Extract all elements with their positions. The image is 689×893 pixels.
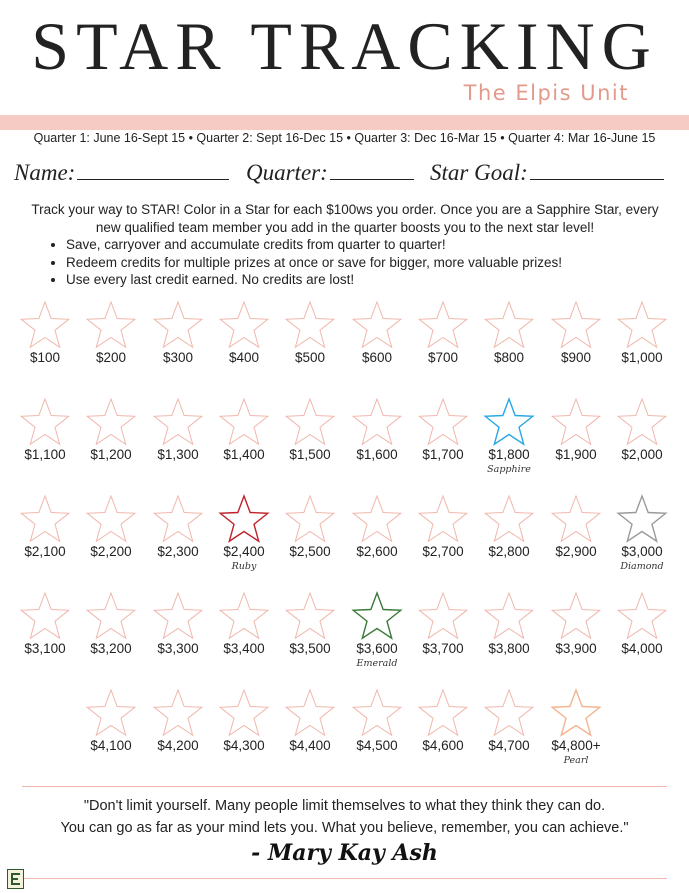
- star-amount: $600: [361, 350, 393, 365]
- star-cell: [211, 300, 277, 366]
- star-icon[interactable]: [84, 494, 138, 544]
- star-icon[interactable]: [283, 397, 337, 447]
- star-cell: [12, 591, 78, 657]
- star-cell: [410, 494, 476, 560]
- star-cell: [12, 397, 78, 463]
- bullet-item: • Use every last credit earned. No credits are lost!: [66, 271, 562, 289]
- star-amount: $1,700: [422, 447, 464, 462]
- star-amount: $4,000: [621, 641, 663, 656]
- star-icon[interactable]: [18, 300, 72, 350]
- star-cell: [145, 494, 211, 560]
- star-amount: $100: [29, 350, 61, 365]
- star-cell: [410, 300, 476, 366]
- star-cell: [543, 300, 609, 366]
- star-cell: [145, 688, 211, 754]
- star-cell: [277, 494, 343, 560]
- star-icon[interactable]: [416, 494, 470, 544]
- star-cell: [609, 494, 675, 573]
- star-icon[interactable]: [18, 591, 72, 641]
- star-icon[interactable]: [482, 591, 536, 641]
- star-amount: $3,800: [488, 641, 530, 656]
- star-cell: [78, 397, 144, 463]
- star-amount: $1,900: [555, 447, 597, 462]
- quarter-label: Quarter:: [246, 160, 328, 185]
- star-cell: [410, 397, 476, 463]
- star-cell: [12, 494, 78, 560]
- star-cell: [344, 494, 410, 560]
- star-cell: [78, 300, 144, 366]
- star-icon[interactable]: [549, 494, 603, 544]
- star-icon[interactable]: [151, 300, 205, 350]
- star-cell: [277, 300, 343, 366]
- star-icon[interactable]: [84, 300, 138, 350]
- star-amount: $1,400: [223, 447, 265, 462]
- star-amount: $900: [560, 350, 592, 365]
- star-icon[interactable]: [283, 688, 337, 738]
- divider-bottom: [22, 878, 667, 879]
- star-icon[interactable]: [615, 591, 669, 641]
- star-icon[interactable]: [151, 591, 205, 641]
- star-icon[interactable]: [350, 397, 404, 447]
- star-cell: [211, 688, 277, 754]
- star-level-label: Sapphire: [487, 464, 531, 475]
- star-cell: [211, 494, 277, 573]
- star-icon[interactable]: [482, 300, 536, 350]
- star-amount: $4,700: [488, 738, 530, 753]
- star-amount: $4,300: [223, 738, 265, 753]
- star-amount: $3,100: [24, 641, 66, 656]
- star-amount: $4,100: [90, 738, 132, 753]
- star-amount: $2,000: [621, 447, 663, 462]
- star-cell: [145, 300, 211, 366]
- star-cell: [476, 397, 542, 476]
- star-amount: $2,700: [422, 544, 464, 559]
- star-amount: $3,900: [555, 641, 597, 656]
- star-icon[interactable]: [151, 494, 205, 544]
- star-cell: [476, 688, 542, 754]
- page-title: STAR TRACKING: [31, 8, 658, 84]
- star-cell: [145, 397, 211, 463]
- star-icon[interactable]: [283, 300, 337, 350]
- star-amount: $3,400: [223, 641, 265, 656]
- star-cell: [476, 300, 542, 366]
- star-cell: [344, 688, 410, 754]
- star-amount: $3,600: [356, 641, 398, 656]
- star-icon[interactable]: [350, 300, 404, 350]
- star-amount: $4,500: [356, 738, 398, 753]
- star-amount: $2,100: [24, 544, 66, 559]
- star-cell: [609, 300, 675, 366]
- star-amount: $1,500: [289, 447, 331, 462]
- star-amount: $200: [95, 350, 127, 365]
- star-cell: [78, 494, 144, 560]
- bullet-item: • Redeem credits for multiple prizes at once or save for bigger, more valuable prizes!: [66, 254, 562, 272]
- star-level-label: Diamond: [620, 561, 664, 572]
- star-amount: $1,300: [157, 447, 199, 462]
- star-icon[interactable]: [549, 591, 603, 641]
- star-cell: [410, 591, 476, 657]
- quote-line-1: "Don't limit yourself. Many people limit themselves to what they think they can do.: [83, 798, 606, 814]
- quarter-dates: Quarter 1: June 16-Sept 15 • Quarter 2: Sept 16-Dec 15 • Quarter 3: Dec 16-Mar 15 • Quarter 4: Mar 16-June 15: [33, 131, 656, 145]
- divider-top: [22, 786, 667, 787]
- star-cell: [277, 591, 343, 657]
- star-icon[interactable]: [615, 494, 669, 544]
- star-cell: [543, 397, 609, 463]
- star-cell: [344, 591, 410, 670]
- star-icon[interactable]: [217, 688, 271, 738]
- star-amount: $3,000: [621, 544, 663, 559]
- star-icon[interactable]: [350, 688, 404, 738]
- star-amount: $1,100: [24, 447, 66, 462]
- star-cell: [277, 688, 343, 754]
- star-icon[interactable]: [217, 300, 271, 350]
- star-icon[interactable]: [18, 494, 72, 544]
- star-amount: $4,200: [157, 738, 199, 753]
- star-amount: $800: [493, 350, 525, 365]
- star-icon[interactable]: [217, 494, 271, 544]
- star-amount: $4,400: [289, 738, 331, 753]
- star-icon[interactable]: [84, 397, 138, 447]
- star-cell: [211, 591, 277, 657]
- star-cell: [609, 397, 675, 463]
- star-icon[interactable]: [482, 688, 536, 738]
- star-amount: $1,800: [488, 447, 530, 462]
- star-cell: [543, 688, 609, 767]
- star-icon[interactable]: [283, 591, 337, 641]
- star-cell: [12, 300, 78, 366]
- logo-icon: [7, 869, 24, 889]
- star-cell: [277, 397, 343, 463]
- star-level-label: Emerald: [356, 658, 398, 669]
- star-amount: $4,600: [422, 738, 464, 753]
- star-icon[interactable]: [283, 494, 337, 544]
- star-goal-label: Star Goal:: [430, 160, 528, 185]
- star-level-label: Ruby: [231, 561, 257, 572]
- star-icon[interactable]: [84, 591, 138, 641]
- star-cell: [609, 591, 675, 657]
- star-icon[interactable]: [482, 397, 536, 447]
- star-icon[interactable]: [416, 300, 470, 350]
- star-icon[interactable]: [151, 688, 205, 738]
- star-amount: $2,600: [356, 544, 398, 559]
- star-icon[interactable]: [217, 397, 271, 447]
- star-level-label: Pearl: [563, 755, 589, 766]
- star-icon[interactable]: [549, 688, 603, 738]
- star-cell: [476, 591, 542, 657]
- star-icon[interactable]: [151, 397, 205, 447]
- star-amount: $2,300: [157, 544, 199, 559]
- star-icon[interactable]: [615, 300, 669, 350]
- star-cell: [476, 494, 542, 560]
- star-amount: $300: [162, 350, 194, 365]
- star-cell: [145, 591, 211, 657]
- star-icon[interactable]: [416, 397, 470, 447]
- star-amount: $3,300: [157, 641, 199, 656]
- star-cell: [543, 494, 609, 560]
- star-icon[interactable]: [416, 688, 470, 738]
- star-icon[interactable]: [549, 300, 603, 350]
- star-amount: $2,800: [488, 544, 530, 559]
- star-amount: $700: [427, 350, 459, 365]
- star-amount: $2,500: [289, 544, 331, 559]
- star-cell: [78, 591, 144, 657]
- star-cell: [344, 397, 410, 463]
- star-amount: $3,700: [422, 641, 464, 656]
- unit-subtitle: The Elpis Unit: [463, 81, 629, 105]
- star-amount: $1,600: [356, 447, 398, 462]
- quote-line-2: You can go as far as your mind lets you. What you believe, remember, you can achieve.": [60, 820, 629, 836]
- star-amount: $2,400: [223, 544, 265, 559]
- intro-text: Track your way to STAR! Color in a Star for each $100ws you order. Once you are a Sapphire Star, every new qualified team member you add in the quarter boosts you to the next star level!: [31, 202, 659, 235]
- star-cell: [344, 300, 410, 366]
- name-label: Name:: [14, 160, 76, 185]
- star-icon[interactable]: [84, 688, 138, 738]
- quote: [0, 795, 689, 839]
- star-cell: [78, 688, 144, 754]
- star-icon[interactable]: [615, 397, 669, 447]
- quote-author: - Mary Kay Ash: [251, 840, 438, 866]
- star-amount: $3,200: [90, 641, 132, 656]
- star-cell: [410, 688, 476, 754]
- star-amount: $3,500: [289, 641, 331, 656]
- star-cell: [543, 591, 609, 657]
- star-icon[interactable]: [350, 494, 404, 544]
- bullet-item: • Save, carryover and accumulate credits from quarter to quarter!: [66, 236, 562, 254]
- star-amount: $1,200: [90, 447, 132, 462]
- star-amount: $4,800+: [551, 738, 601, 753]
- star-amount: $2,200: [90, 544, 132, 559]
- star-cell: [211, 397, 277, 463]
- star-icon[interactable]: [549, 397, 603, 447]
- star-icon[interactable]: [416, 591, 470, 641]
- star-amount: $1,000: [621, 350, 663, 365]
- star-amount: $500: [294, 350, 326, 365]
- star-icon[interactable]: [217, 591, 271, 641]
- star-amount: $400: [228, 350, 260, 365]
- star-icon[interactable]: [350, 591, 404, 641]
- star-icon[interactable]: [18, 397, 72, 447]
- star-icon[interactable]: [482, 494, 536, 544]
- star-amount: $2,900: [555, 544, 597, 559]
